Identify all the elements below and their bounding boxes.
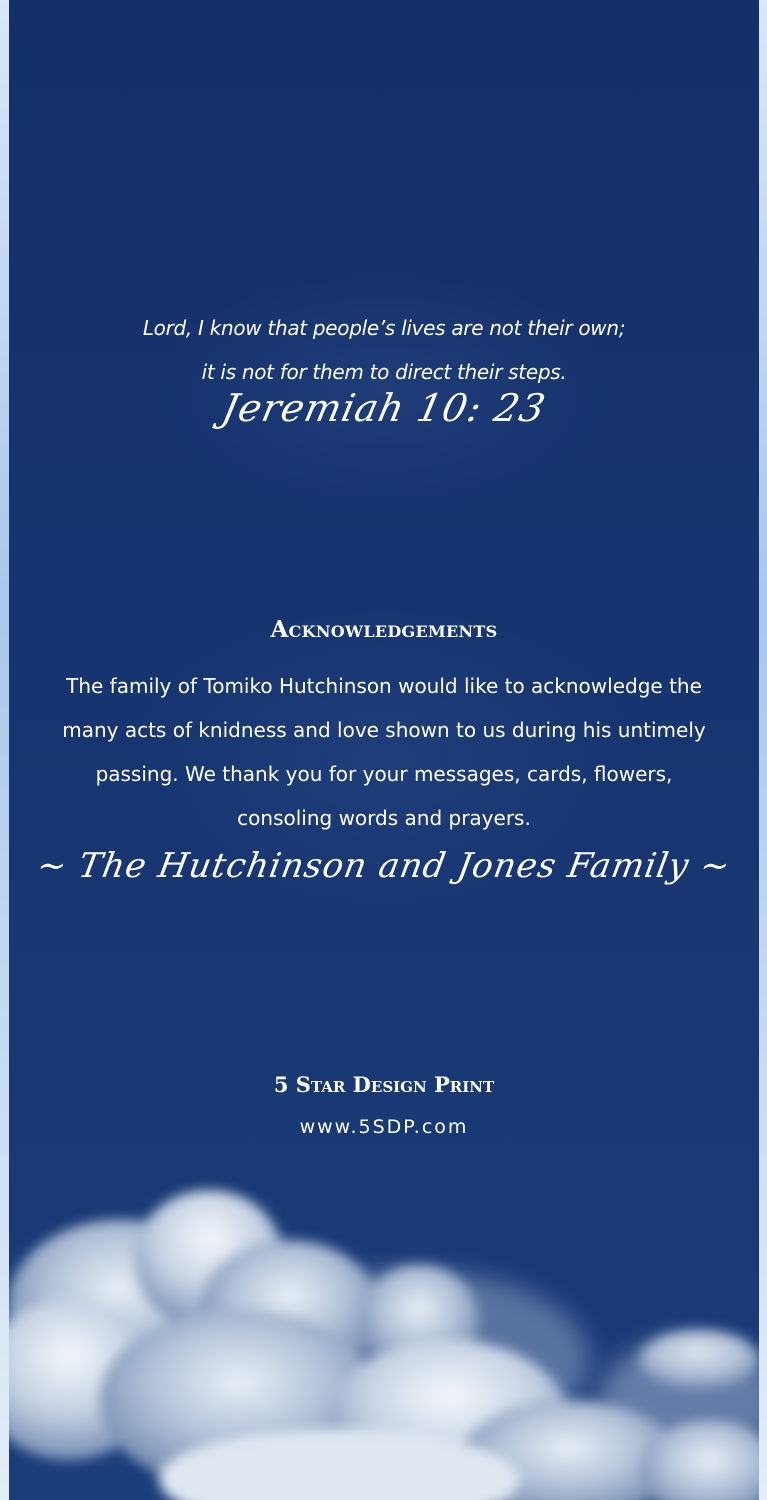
printer-website[interactable]: www.5SDP.com <box>299 1116 469 1138</box>
acknowledgements-message <box>29 664 739 840</box>
verse-reference: Jeremiah 10: 23 <box>218 386 550 430</box>
family-signoff: ~ The Hutchinson and Jones Family ~ <box>34 846 734 886</box>
acknowledgements-line-1: The family of Tomiko Hutchinson would like to acknowledge the <box>66 674 702 698</box>
acknowledgements-line-2: many acts of knidness and love shown to us during his untimely <box>62 718 706 742</box>
verse-line-1: Lord, I know that people’s lives are not their own; <box>142 316 626 340</box>
memorial-card <box>9 0 759 1500</box>
clouds-illustration <box>9 1170 759 1500</box>
page-edge-right <box>759 0 767 1500</box>
page-edge-left <box>0 0 9 1500</box>
verse-line-2: it is not for them to direct their steps. <box>201 360 567 384</box>
acknowledgements-title: Acknowledgements <box>270 616 498 643</box>
acknowledgements-line-4: consoling words and prayers. <box>237 806 531 830</box>
acknowledgements-line-3: passing. We thank you for your messages, cards, flowers, <box>95 762 673 786</box>
printer-brand: 5 Star Design Print <box>273 1072 495 1097</box>
scripture-verse <box>9 306 759 394</box>
